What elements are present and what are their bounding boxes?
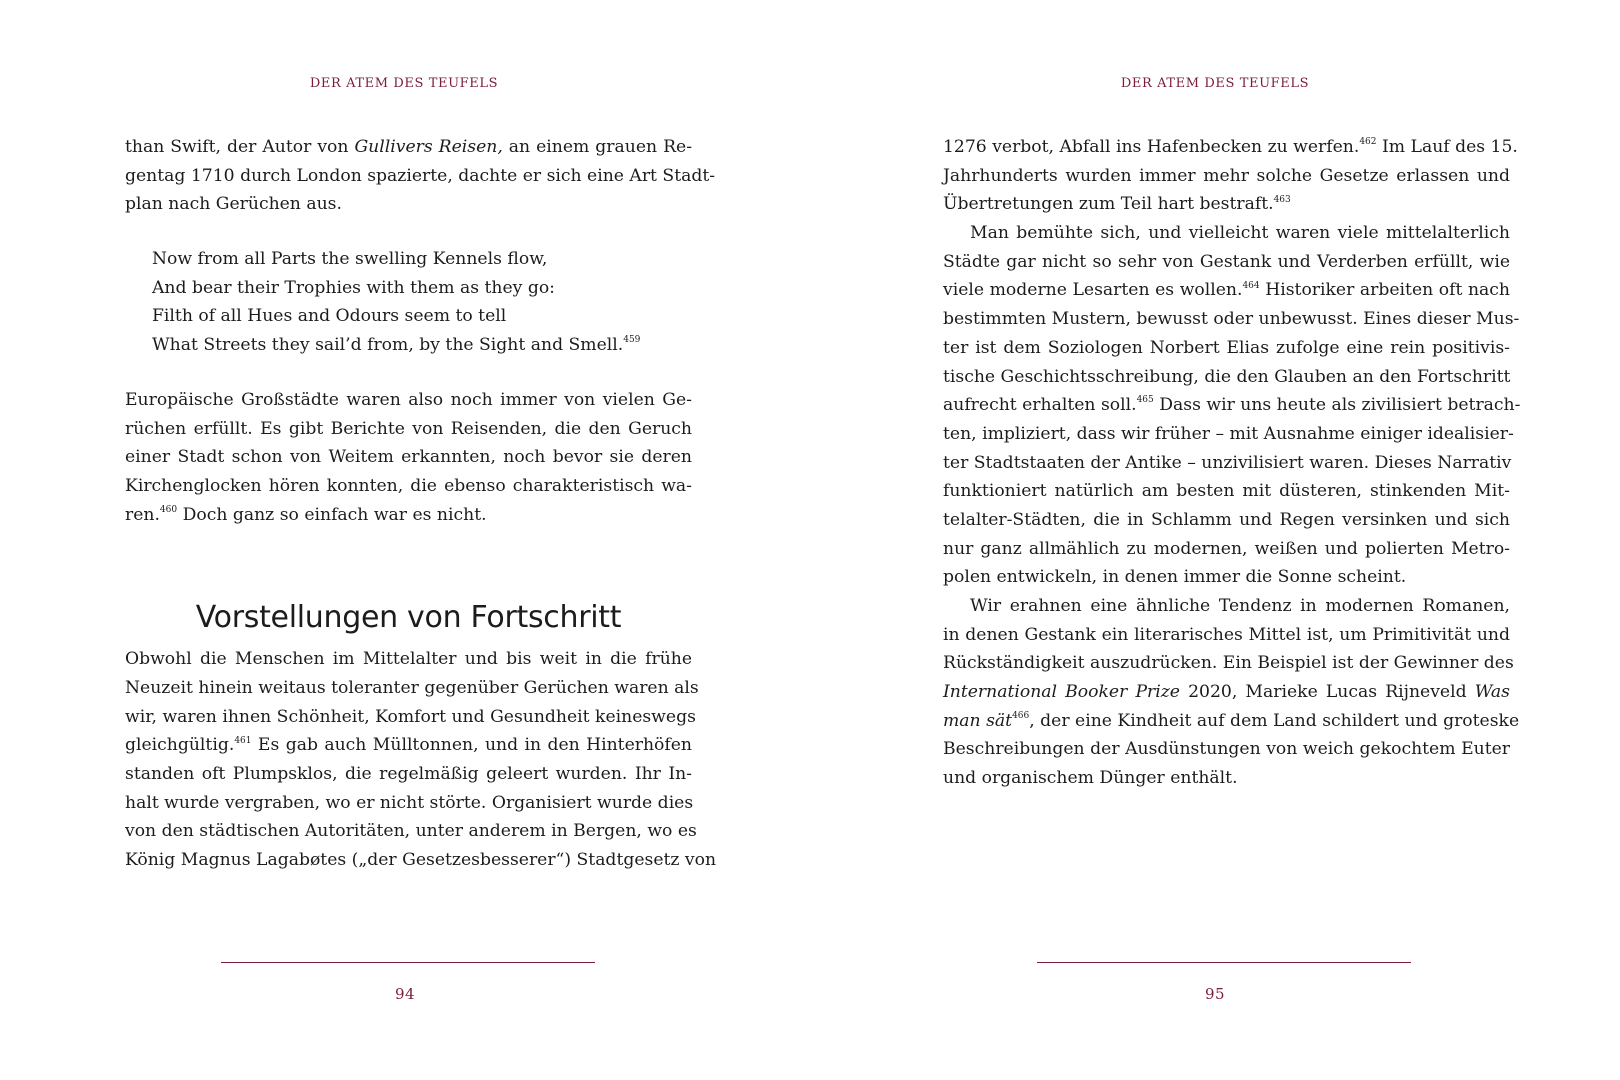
left-text-block	[125, 133, 717, 875]
footnote-ref[interactable]: 460	[159, 504, 178, 515]
text-line: gentag 1710 durch London spazierte, dachte er sich eine Art Stadt-	[125, 165, 716, 186]
footnote-ref[interactable]: 466	[1012, 711, 1030, 722]
text-line: wir, waren ihnen Schönheit, Komfort und Gesundheit keineswegs	[125, 706, 696, 727]
text-line: ten, impliziert, dass wir früher – mit Ausnahme einiger idealisier-	[943, 423, 1514, 444]
text-line: than Swift, der Autor von Gullivers Reisen, an einem grauen Re-	[125, 137, 692, 157]
text-line: Kirchenglocken hören konnten, die ebenso charakteristisch wa-	[125, 475, 692, 496]
text-line: man sät$^{466}$, der eine Kindheit auf dem Land schildert und groteske	[943, 710, 1520, 731]
text-line: Rückständigkeit auszudrücken. Ein Beispiel ist der Gewinner des	[943, 653, 1514, 674]
footnote-ref[interactable]: 464	[1242, 280, 1260, 291]
text-line: International Booker Prize 2020, Marieke Lucas Rijneveld Was	[943, 682, 1510, 703]
section-heading: Vorstellungen von Fortschritt	[195, 600, 622, 636]
verse-line: Filth of all Hues and Odours seem to tell	[152, 306, 507, 327]
right-running-head: DER ATEM DES TEUFELS	[1120, 76, 1310, 91]
text-line: telalter-Städten, die in Schlamm und Regen versinken und sich	[943, 509, 1510, 530]
text-line: halt wurde vergraben, wo er nicht störte. Organisiert wurde dies	[125, 792, 694, 813]
text-line: Städte gar nicht so sehr von Gestank und Verderben erfüllt, wie	[943, 251, 1510, 272]
text-line: in denen Gestank ein literarisches Mittel ist, um Primitivität und	[943, 624, 1510, 645]
text-line: rüchen erfüllt. Es gibt Berichte von Reisenden, die den Geruch	[125, 418, 692, 439]
text-line: Europäische Großstädte waren also noch immer von vielen Ge-	[125, 389, 692, 410]
text-line: und organischem Dünger enthält.	[943, 768, 1238, 789]
text-line: bestimmten Mustern, bewusst oder unbewusst. Eines dieser Mus-	[943, 309, 1520, 330]
text-line: 1276 verbot, Abfall ins Hafenbecken zu werfen.$^{462}$ Im Lauf des 15.	[943, 137, 1518, 157]
text-line: Jahrhunderts wurden immer mehr solche Gesetze erlassen und	[943, 165, 1510, 186]
text-line: polen entwickeln, in denen immer die Sonne scheint.	[943, 567, 1407, 588]
footer-rule	[1037, 962, 1411, 963]
right-page	[810, 0, 1620, 1080]
text-line: aufrecht erhalten soll.$^{465}$ Dass wir uns heute als zivilisiert betrach-	[943, 395, 1521, 416]
text-line: Man bemühte sich, und vielleicht waren viele mittelalterlich	[970, 223, 1510, 244]
text-line: viele moderne Lesarten es wollen.$^{464}$ Historiker arbeiten oft nach	[943, 280, 1510, 301]
text-line: einer Stadt schon von Weitem erkannten, noch bevor sie deren	[125, 447, 692, 468]
verse-line: Now from all Parts the swelling Kennels flow,	[152, 249, 548, 270]
text-line: Übertretungen zum Teil hart bestraft.$^{463}$	[943, 194, 1291, 215]
text-line: plan nach Gerüchen aus.	[125, 194, 342, 215]
footer-rule	[221, 962, 595, 963]
text-line: von den städtischen Autoritäten, unter anderem in Bergen, wo es	[125, 821, 697, 842]
text-line: ter Stadtstaaten der Antike – unzivilisiert waren. Dieses Narrativ	[943, 452, 1512, 473]
text-line: ter ist dem Soziologen Norbert Elias zufolge eine rein positivis-	[943, 337, 1510, 358]
footnote-ref[interactable]: 465	[1136, 395, 1154, 406]
footnote-ref[interactable]: 463	[1273, 194, 1291, 205]
text-line: standen oft Plumpsklos, die regelmäßig geleert wurden. Ihr In-	[125, 764, 692, 784]
text-line: ren.$^{460}$ Doch ganz so einfach war es nicht.	[125, 504, 487, 525]
page-number: 95	[1204, 985, 1226, 1003]
text-line: König Magnus Lagabøtes („der Gesetzesbesserer“) Stadtgesetz von	[125, 850, 717, 871]
text-line: Wir erahnen eine ähnliche Tendenz in modernen Romanen,	[970, 596, 1510, 616]
text-line: gleichgültig.$^{461}$ Es gab auch Mülltonnen, und in den Hinterhöfen	[125, 735, 692, 756]
text-line: Obwohl die Menschen im Mittelalter und bis weit in die frühe	[125, 649, 692, 670]
text-line: Beschreibungen der Ausdünstungen von weich gekochtem Euter	[943, 739, 1510, 760]
footnote-ref[interactable]: 459	[623, 335, 641, 346]
footnote-ref[interactable]: 462	[1359, 137, 1377, 148]
text-line: tische Geschichtsschreibung, die den Glauben an den Fortschritt	[943, 366, 1511, 387]
verse-line: And bear their Trophies with them as they go:	[152, 277, 555, 298]
text-line: Neuzeit hinein weitaus toleranter gegenüber Gerüchen waren als	[125, 677, 699, 698]
text-line: nur ganz allmählich zu modernen, weißen und polierten Metro-	[943, 538, 1510, 559]
page-number: 94	[394, 985, 416, 1003]
footnote-ref[interactable]: 461	[234, 735, 252, 746]
left-running-head: DER ATEM DES TEUFELS	[309, 76, 499, 91]
verse-line: What Streets they sail’d from, by the Sight and Smell.$^{459}$	[152, 335, 641, 356]
right-text-block	[943, 133, 1521, 793]
text-line: funktioniert natürlich am besten mit düsteren, stinkenden Mit-	[943, 481, 1510, 502]
